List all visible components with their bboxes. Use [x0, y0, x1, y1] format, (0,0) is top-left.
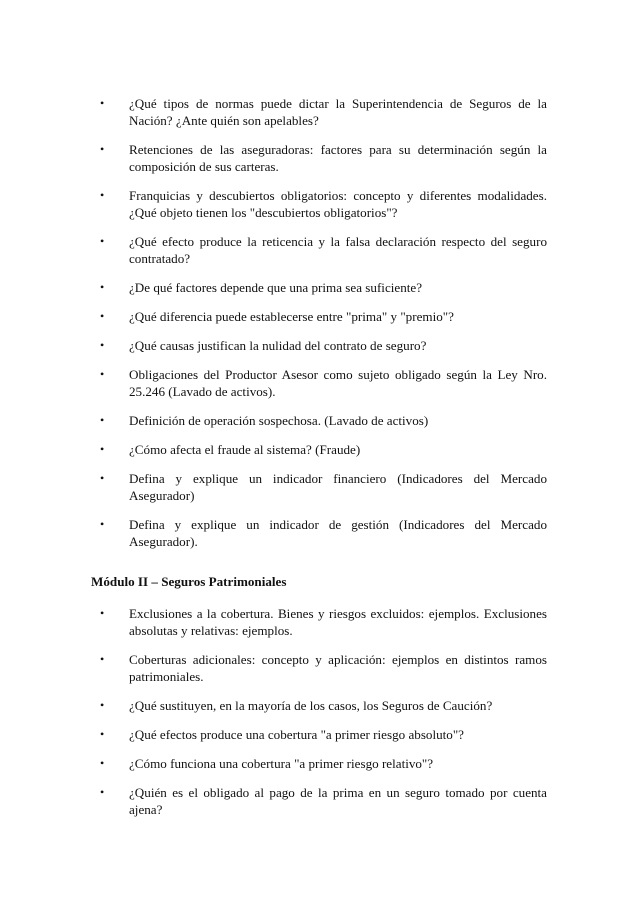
list-item	[0, 651, 638, 685]
list-item-text: ¿De qué factores depende que una prima sea suficiente?	[129, 280, 423, 295]
list-item	[0, 605, 638, 639]
bullet-icon: •	[100, 142, 105, 156]
list-item-text: Definición de operación sospechosa. (Lavado de activos)	[129, 413, 429, 428]
list-item	[0, 366, 638, 400]
list-item	[0, 308, 638, 325]
bullet-icon: •	[100, 96, 105, 110]
list-item	[0, 441, 638, 458]
bullet-icon: •	[100, 698, 105, 712]
bullet-icon: •	[100, 606, 105, 620]
list-item-text: Defina y explique un indicador financiero (Indicadores del Mercado Asegurador)	[129, 471, 547, 503]
list-item-text: Coberturas adicionales: concepto y aplicación: ejemplos en distintos ramos patrimoniales.	[129, 652, 547, 684]
bullet-icon: •	[100, 338, 105, 352]
section-heading: Módulo II – Seguros Patrimoniales	[91, 574, 287, 589]
list-item	[0, 279, 638, 296]
list-item-text: ¿Qué sustituyen, en la mayoría de los casos, los Seguros de Caución?	[129, 698, 493, 713]
question-list-module-1	[0, 95, 638, 550]
list-item-text: ¿Cómo funciona una cobertura "a primer riesgo relativo"?	[129, 756, 434, 771]
bullet-icon: •	[100, 309, 105, 323]
bullet-icon: •	[100, 280, 105, 294]
list-item-text: ¿Qué efectos produce una cobertura "a primer riesgo absoluto"?	[129, 727, 464, 742]
list-item-text: Franquicias y descubiertos obligatorios: concepto y diferentes modalidades. ¿Qué objeto tienen los "descubiertos obligatorios"?	[129, 188, 547, 220]
question-list-module-2	[0, 605, 638, 818]
list-item-text: Defina y explique un indicador de gestión (Indicadores del Mercado Asegurador).	[129, 517, 547, 549]
list-item-text: ¿Qué diferencia puede establecerse entre "prima" y "premio"?	[129, 309, 454, 324]
list-item	[0, 337, 638, 354]
list-item	[0, 755, 638, 772]
list-item-text: ¿Qué tipos de normas puede dictar la Superintendencia de Seguros de la Nación? ¿Ante quién son apelables?	[129, 96, 547, 128]
bullet-icon: •	[100, 756, 105, 770]
list-item	[0, 470, 638, 504]
list-item-text: ¿Qué causas justifican la nulidad del contrato de seguro?	[129, 338, 427, 353]
bullet-icon: •	[100, 442, 105, 456]
list-item-text: ¿Quién es el obligado al pago de la prima en un seguro tomado por cuenta ajena?	[129, 785, 547, 817]
list-item	[0, 233, 638, 267]
list-item	[0, 187, 638, 221]
bullet-icon: •	[100, 652, 105, 666]
bullet-icon: •	[100, 785, 105, 799]
list-item	[0, 516, 638, 550]
bullet-icon: •	[100, 367, 105, 381]
list-item	[0, 697, 638, 714]
list-item	[0, 726, 638, 743]
list-item-text: ¿Qué efecto produce la reticencia y la falsa declaración respecto del seguro contratado?	[129, 234, 547, 266]
list-item-text: ¿Cómo afecta el fraude al sistema? (Fraude)	[129, 442, 361, 457]
list-item	[0, 141, 638, 175]
bullet-icon: •	[100, 471, 105, 485]
bullet-icon: •	[100, 188, 105, 202]
bullet-icon: •	[100, 234, 105, 248]
bullet-icon: •	[100, 413, 105, 427]
list-item	[0, 784, 638, 818]
list-item	[0, 412, 638, 429]
list-item-text: Exclusiones a la cobertura. Bienes y riesgos excluidos: ejemplos. Exclusiones absolutas y relativas: ejemplos.	[129, 606, 547, 638]
bullet-icon: •	[100, 727, 105, 741]
list-item-text: Obligaciones del Productor Asesor como sujeto obligado según la Ley Nro. 25.246 (Lavado de activos).	[129, 367, 547, 399]
list-item	[0, 95, 638, 129]
list-item-text: Retenciones de las aseguradoras: factores para su determinación según la composición de sus carteras.	[129, 142, 547, 174]
bullet-icon: •	[100, 517, 105, 531]
